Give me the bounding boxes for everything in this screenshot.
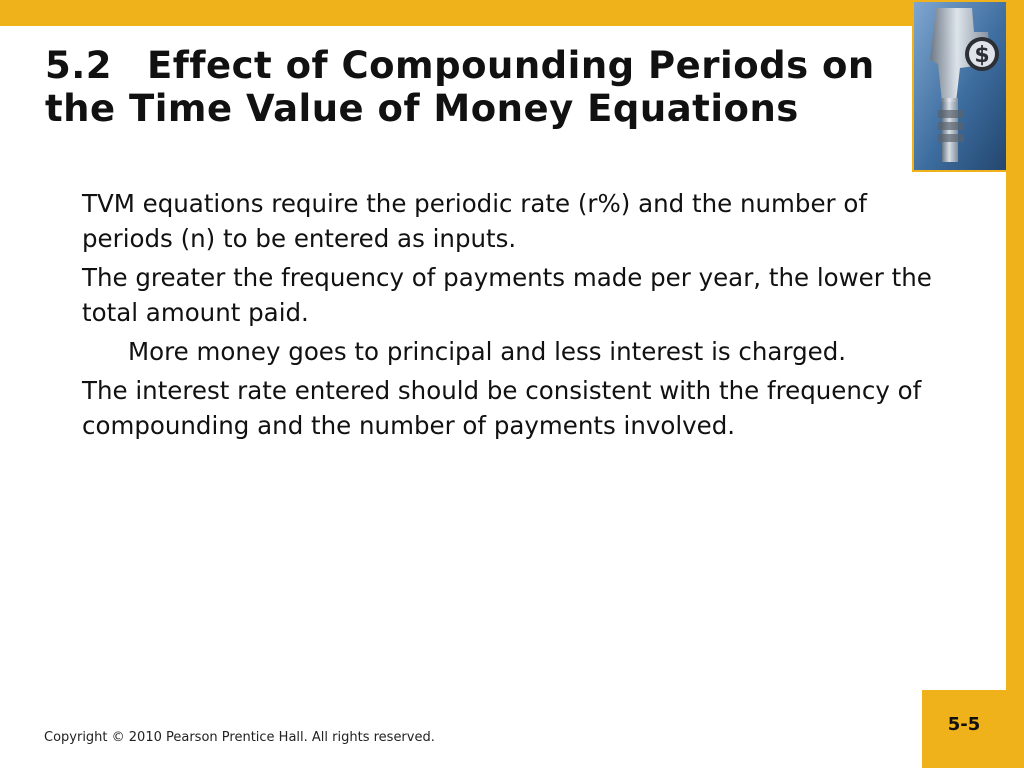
top-accent-bar — [0, 0, 1024, 26]
bullet-item: TVM equations require the periodic rate (r%) and the number of periods (n) to be entered as inputs. — [82, 189, 868, 253]
section-number: 5.2 — [45, 44, 113, 87]
svg-text:$: $ — [974, 43, 990, 68]
bullet-list — [82, 186, 942, 447]
wrench-dollar-icon — [914, 2, 1006, 170]
slide-title — [45, 44, 905, 130]
copyright-footer: Copyright © 2010 Pearson Prentice Hall. All rights reserved. — [44, 730, 435, 745]
bullet-item: The greater the frequency of payments made per year, the lower the total amount paid. — [82, 263, 932, 327]
sub-bullet-item: More money goes to principal and less interest is charged. — [128, 337, 847, 366]
title-text: Effect of Compounding Periods on the Time Value of Money Equations — [45, 44, 875, 130]
bullet-item: The interest rate entered should be consistent with the frequency of compounding and the number of payments involved. — [82, 376, 922, 440]
page-number: 5-5 — [947, 714, 981, 735]
